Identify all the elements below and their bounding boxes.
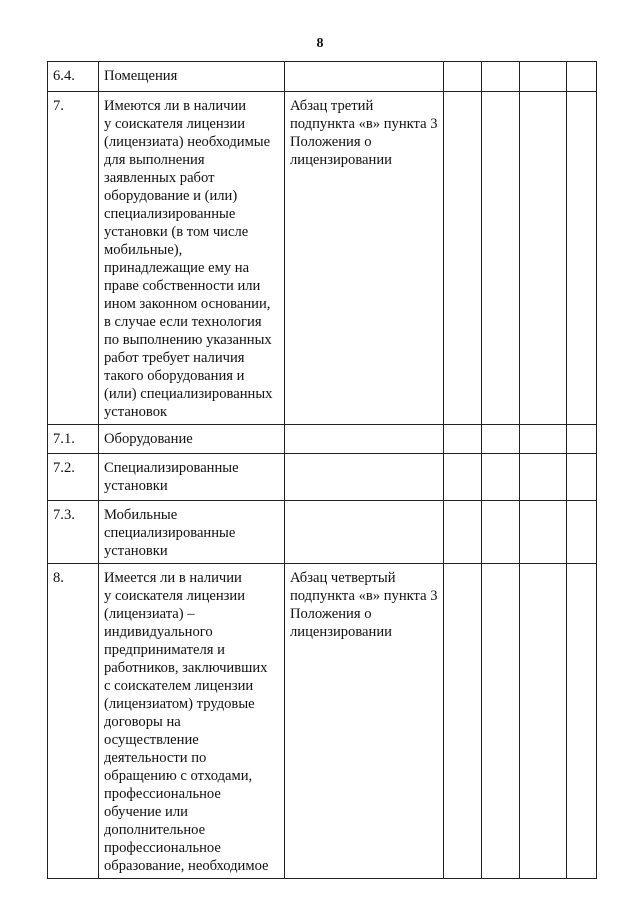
row-number: 7.2. [48,454,99,501]
answer-cell [520,454,567,501]
question-text: Специализированные установки [99,454,285,501]
question-text: Оборудование [99,425,285,454]
row-number: 7.3. [48,501,99,564]
answer-cell [482,501,520,564]
answer-cell [482,454,520,501]
row-number: 7. [48,92,99,425]
row-number: 6.4. [48,62,99,92]
legal-basis [285,501,444,564]
answer-cell [567,564,597,879]
question-text: Мобильные специализированные установки [99,501,285,564]
answer-cell [567,425,597,454]
legal-basis [285,62,444,92]
legal-basis: Абзац третий подпункта «в» пункта 3 Положения о лицензировании [285,92,444,425]
legal-basis [285,454,444,501]
answer-cell [444,425,482,454]
row-number: 8. [48,564,99,879]
requirements-table [47,61,597,879]
answer-cell [567,62,597,92]
answer-cell [520,564,567,879]
page-number: 8 [316,36,324,51]
answer-cell [520,501,567,564]
question-text: Имеются ли в наличии у соискателя лицензии (лицензиата) необходимые для выполнения заявленных работ оборудование и (или) специализированные установки (в том числе мобильные), принадлежащие ему на праве собственности или ином законном основании, в случае если технология по выполнению указанных работ требует наличия такого оборудования и (или) специализированных установок [99,92,285,425]
answer-cell [444,454,482,501]
answer-cell [482,62,520,92]
question-text: Имеется ли в наличии у соискателя лицензии (лицензиата) – индивидуального предпринимателя и работников, заключивших с соискателем лицензии (лицензиатом) трудовые договоры на осуществление деятельности по обращению с отходами, профессиональное обучение или дополнительное профессиональное образование, необходимое [99,564,285,879]
answer-cell [567,92,597,425]
legal-basis [285,425,444,454]
row-number: 7.1. [48,425,99,454]
answer-cell [520,62,567,92]
table-row [48,564,597,879]
table-row [48,62,597,92]
table-row [48,92,597,425]
answer-cell [482,564,520,879]
table-row [48,501,597,564]
table-row [48,425,597,454]
answer-cell [567,454,597,501]
answer-cell [567,501,597,564]
answer-cell [482,425,520,454]
table-row [48,454,597,501]
answer-cell [520,92,567,425]
answer-cell [482,92,520,425]
answer-cell [520,425,567,454]
legal-basis: Абзац четвертый подпункта «в» пункта 3 Положения о лицензировании [285,564,444,879]
answer-cell [444,501,482,564]
question-text: Помещения [99,62,285,92]
answer-cell [444,564,482,879]
answer-cell [444,92,482,425]
answer-cell [444,62,482,92]
